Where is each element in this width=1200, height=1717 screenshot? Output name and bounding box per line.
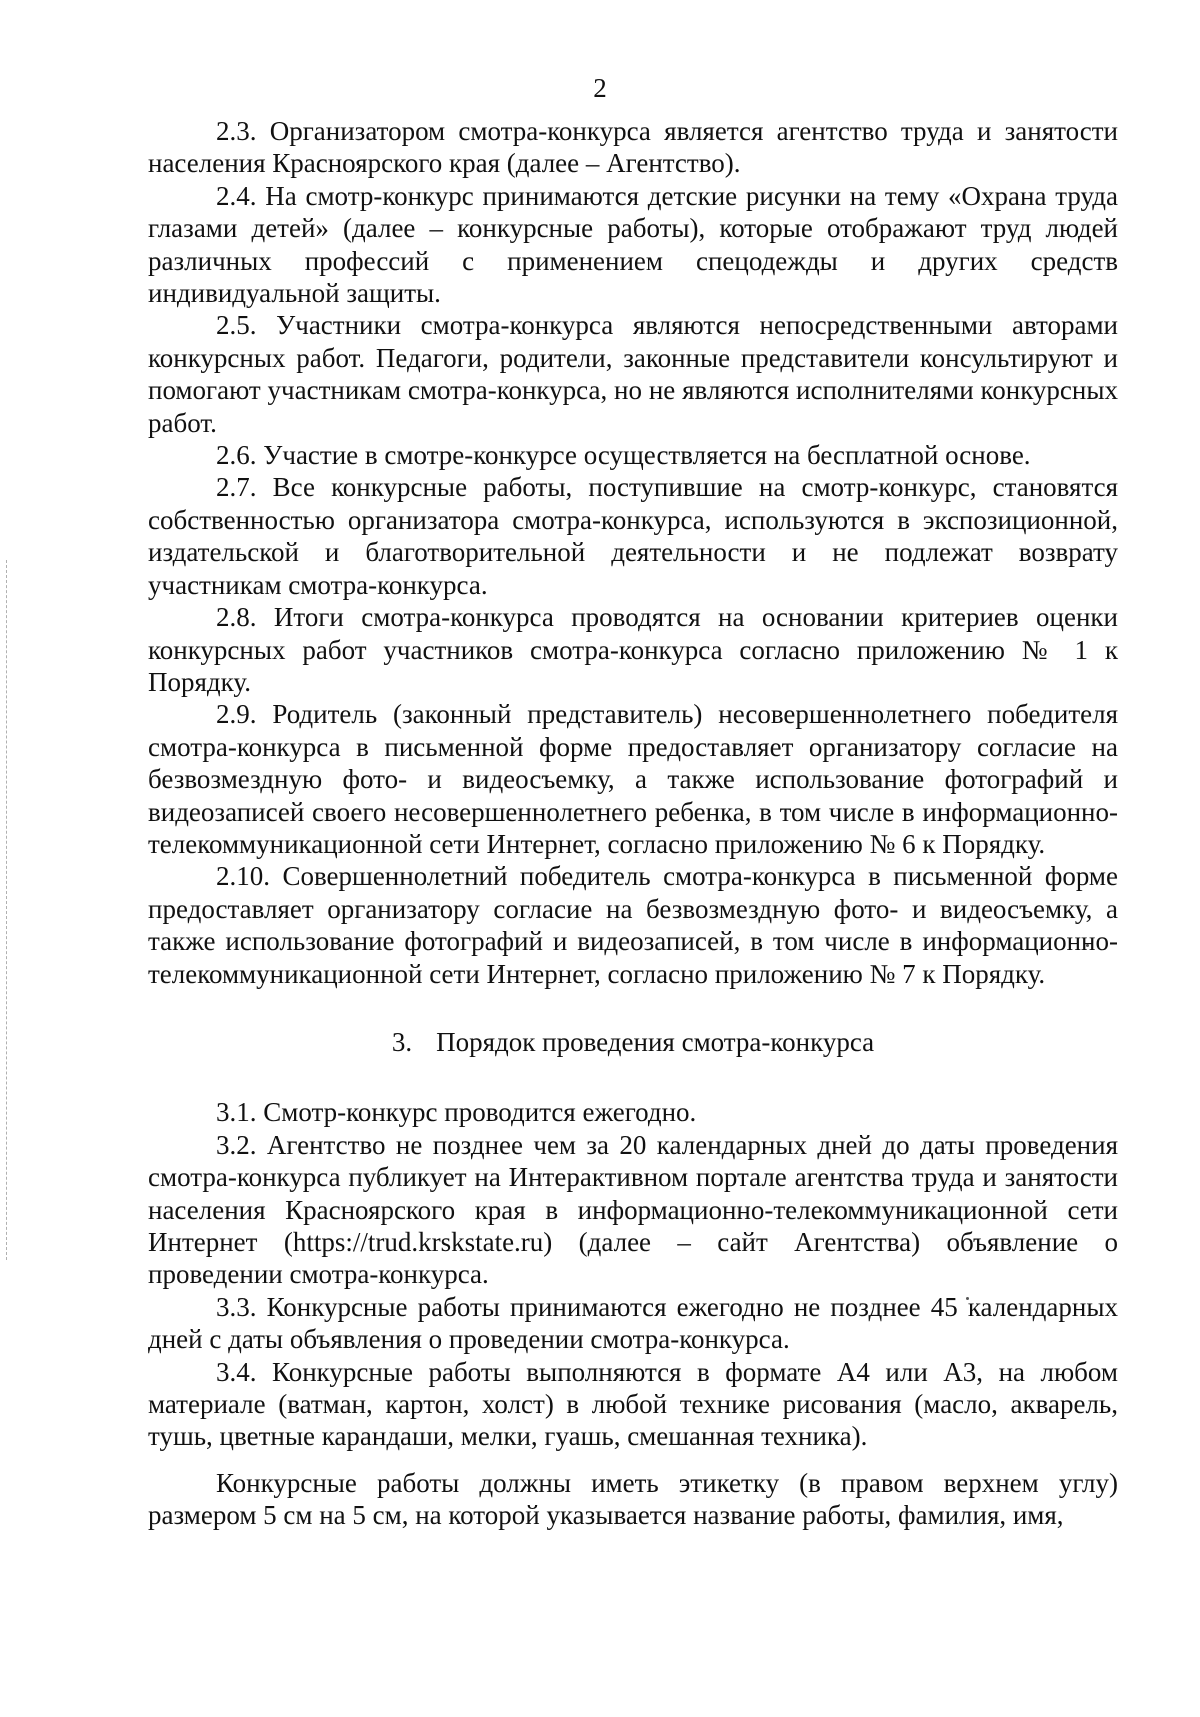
section-3-number: 3. [391,1026,413,1057]
paragraph-3-3: 3.3. Конкурсные работы принимаются ежегодно не позднее 45 календарных дней с даты объявления о проведении смотра-конкурса. [148,1291,1118,1355]
paragraph-2-4: 2.4. На смотр-конкурс принимаются детские рисунки на тему «Охрана труда глазами детей» (далее – конкурсные работы), которые отображают труд людей различных профессий с применением спецодежды и других средств индивидуальной защиты. [148,180,1118,309]
paragraph-3-4: 3.4. Конкурсные работы выполняются в формате А4 или А3, на любом материале (ватман, картон, холст) в любой технике рисования (масло, акварель, тушь, цветные карандаши, мелки, гуашь, смешанная техника). [148,1356,1118,1452]
paragraph-2-8: 2.8. Итоги смотра-конкурса проводятся на основании критериев оценки конкурсных работ участников смотра-конкурса согласно приложению № 1 к Порядку. [148,602,1118,697]
document-body [148,115,1118,1532]
paragraph-2-3: 2.3. Организатором смотра-конкурса является агентство труда и занятости населения Красноярского края (далее – Агентство). [148,116,1118,179]
section-3-title: Порядок проведения смотра-конкурса [436,1026,875,1057]
paragraph-3-1: 3.1. Смотр-конкурс проводится ежегодно. [216,1097,697,1128]
scan-binding-line [6,560,8,1260]
paragraph-2-6: 2.6. Участие в смотре-конкурсе осуществляется на бесплатной основе. [216,440,1031,471]
paragraph-2-9: 2.9. Родитель (законный представитель) несовершеннолетнего победителя смотра-конкурса в письменной форме предоставляет организатору согласие на безвозмездную фото- и видеосъемку, а также использование фотографий и видеозаписей своего несовершеннолетнего ребенка, в том числе в информационно-телекоммуникационной сети Интернет, согласно приложению № 6 к Порядку. [148,699,1118,859]
paragraph-3-2: 3.2. Агентство не позднее чем за 20 календарных дней до даты проведения смотра-конкурса публикует на Интерактивном портале агентства труда и занятости населения Красноярского края в информационно-телекоммуникационной сети Интернет (https://trud.krskstate.ru) (далее – сайт Агентства) объявление о проведении смотра-конкурса. [148,1129,1118,1290]
section-3-heading [148,1026,1118,1058]
page-number: 2 [593,73,607,103]
paragraph-2-5: 2.5. Участники смотра-конкурса являются непосредственными авторами конкурсных работ. Педагоги, родители, законные представители консультируют и помогают участникам смотра-конкурса, но не являются исполнителями конкурсных работ. [148,310,1118,438]
paragraph-2-7: 2.7. Все конкурсные работы, поступившие на смотр-конкурс, становятся собственностью организатора смотра-конкурса, используются в экспозиционной, издательской и благотворительной деятельности и не подлежат возврату участникам смотра-конкурса. [148,472,1118,600]
paragraph-3-4-continuation: Конкурсные работы должны иметь этикетку (в правом верхнем углу) размером 5 см на 5 см, на которой указывается название работы, фамилия, имя, [148,1467,1118,1531]
paragraph-2-10: 2.10. Совершеннолетний победитель смотра-конкурса в письменной форме предоставляет организатору согласие на безвозмездную фото- и видеосъемку, а также использование фотографий и видеозаписей, в том числе в информационно-телекоммуникационной сети Интернет, согласно приложению № 7 к Порядку. [148,861,1118,989]
